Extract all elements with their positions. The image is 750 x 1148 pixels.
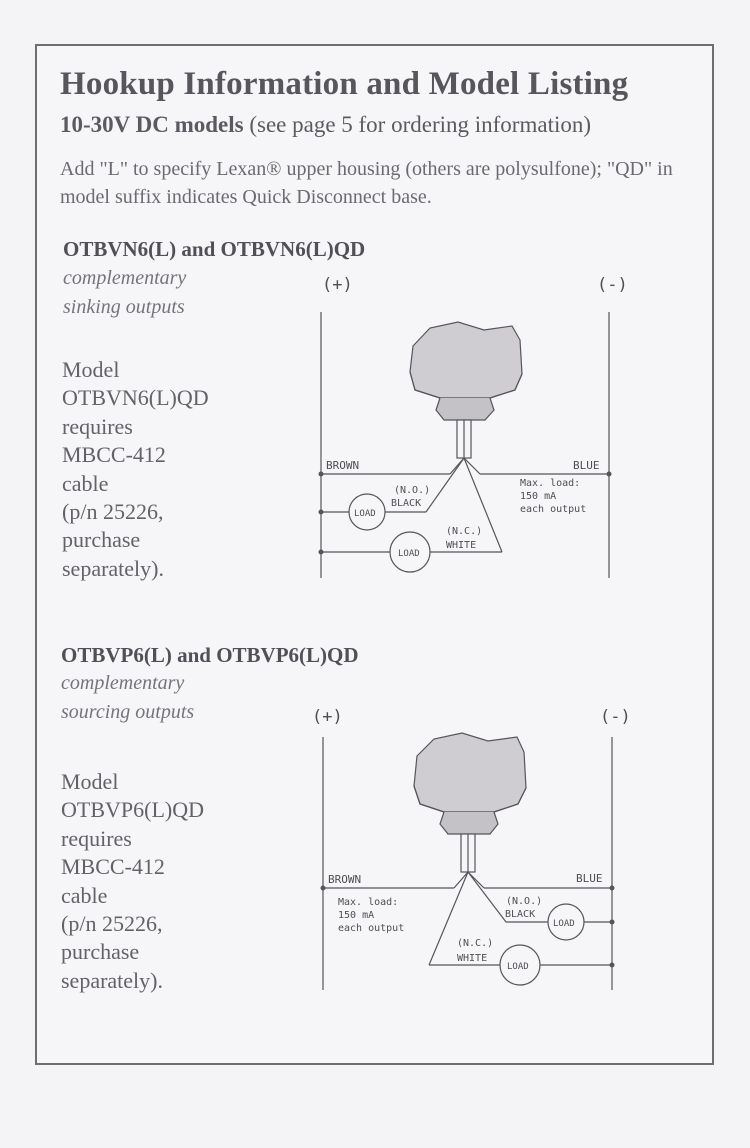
normally-closed-label: (N.C.)	[457, 938, 494, 949]
requirement-line: Model	[62, 357, 120, 382]
requirement-line: purchase	[61, 939, 140, 965]
black-wire	[468, 872, 506, 922]
normally-open-label: (N.O.)	[506, 896, 543, 907]
requirement-line: OTBVN6(L)QD	[62, 385, 209, 411]
white-label: WHITE	[446, 540, 477, 551]
negative-label: (-)	[597, 275, 628, 295]
requirement-line: purchase	[62, 527, 141, 553]
section-heading-sourcing: OTBVP6(L) and OTBVP6(L)QD	[61, 643, 359, 667]
max-load-label: Max. load:	[520, 478, 581, 489]
brown-label: BROWN	[328, 873, 362, 886]
requirement-line: cable	[62, 470, 109, 496]
requirement-line: MBCC-412	[62, 442, 166, 468]
page-title: Hookup Information and Model Listing	[60, 66, 629, 102]
black-label: BLACK	[391, 498, 422, 509]
max-load-value: 150 mA	[520, 491, 557, 502]
normally-open-label: (N.O.)	[394, 485, 431, 496]
blue-label: BLUE	[576, 872, 603, 885]
max-load-value: 150 mA	[338, 910, 375, 921]
load-label-2: LOAD	[507, 962, 529, 972]
requirement-line: MBCC-412	[61, 854, 165, 880]
negative-label: (-)	[600, 707, 631, 727]
load-label-1: LOAD	[354, 509, 376, 519]
blue-label: BLUE	[573, 459, 600, 472]
max-load-note: each output	[520, 504, 587, 515]
requirement-line: (p/n 25226,	[61, 911, 163, 937]
requirement-line: Model	[61, 769, 119, 794]
description-line: complementary	[63, 267, 187, 289]
description-line: sourcing outputs	[61, 701, 195, 723]
black-label: BLACK	[505, 909, 536, 920]
requirement-line: separately).	[61, 967, 163, 993]
brown-label: BROWN	[326, 459, 360, 472]
requirement-line: cable	[61, 882, 108, 908]
requirement-line: separately).	[62, 555, 164, 581]
requirement-line: (p/n 25226,	[62, 499, 164, 525]
max-load-label: Max. load:	[338, 897, 399, 908]
requirement-line: OTBVP6(L)QD	[61, 797, 204, 823]
positive-label: (+)	[312, 707, 343, 727]
subtitle-models: 10-30V DC models	[60, 112, 244, 137]
white-label: WHITE	[457, 953, 488, 964]
normally-closed-label: (N.C.)	[446, 526, 483, 537]
requirement-line: requires	[62, 413, 133, 439]
load-label-1: LOAD	[553, 919, 575, 929]
positive-label: (+)	[322, 275, 353, 295]
description-line: sinking outputs	[63, 296, 185, 318]
white-wire	[429, 872, 468, 965]
housing-note: Add "L" to specify Lexan® upper housing (others are polysulfone); "QD" in model suffix indicates Quick Disconnect base.	[60, 158, 673, 208]
requirement-line: requires	[61, 825, 132, 851]
subtitle-ordering-note: (see page 5 for ordering information)	[243, 112, 592, 137]
load-label-2: LOAD	[398, 549, 420, 559]
description-line: complementary	[61, 672, 185, 694]
max-load-note: each output	[338, 923, 405, 934]
sensor-body	[414, 733, 526, 872]
section-heading-sinking: OTBVN6(L) and OTBVN6(L)QD	[63, 237, 366, 261]
